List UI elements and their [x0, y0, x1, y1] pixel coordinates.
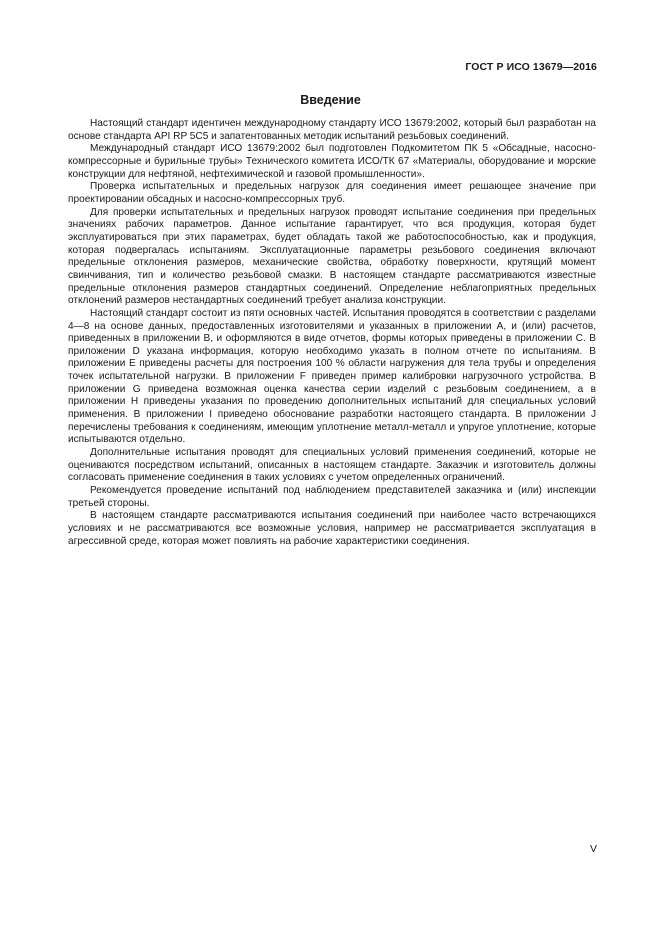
page-number: V — [589, 843, 597, 855]
introduction-body — [68, 118, 596, 548]
section-title: Введение — [300, 93, 361, 107]
paragraph-standard-structure: Настоящий стандарт состоит из пяти основных частей. Испытания проводятся в соответствии с разделами 4—8 на основе данных, предоставленных изготовителями и указанных в приложении A, и (или) расчетов, приведенных в приложении B, и оформляются в виде отчетов, формы которых приведены в приложении C. В приложении D указана информация, которую необходимо указать в полном отчете по испытаниям. В приложении E приведены расчеты для построения 100 % области нагружения для тела трубы и определения точек испытательной нагрузки. В приложении F приведен пример калибровки нагрузочного устройства. В приложении G приведена возможная оценка качества серии изделий с резьбовым соединением, а в приложении H приведены указания по проведению дополнительных испытаний для специальных условий применения. В приложении I приведено обоснование разработки настоящего стандарта. В приложении J перечислены требования к соединениям, имеющим уплотнение металл-металл и упругое уплотнение, которые испытываются отдельно. — [68, 307, 596, 446]
document-code-header: ГОСТ Р ИСО 13679—2016 — [465, 61, 597, 73]
paragraph-test-parameters: Для проверки испытательных и предельных нагрузок проводят испытание соединения при предельных значениях рабочих параметров. Данное испытание гарантирует, что вся продукция, которая будет эксплуатироваться при этих параметрах, будет обладать такой же работоспособностью, как и продукция, которая подвергалась испытаниям. Эксплуатационные параметры резьбового соединения включают предельные отклонения размеров, механические свойства, обработку поверхности, крутящий момент свинчивания, тип и количество резьбовой смазки. В настоящем стандарте рассматриваются известные предельные отклонения размеров стандартных соединений. Определение неблагоприятных предельных отклонений размеров нестандартных соединений требует анализа конструкции. — [68, 206, 596, 307]
paragraph-load-verification: Проверка испытательных и предельных нагрузок для соединения имеет решающее значение при проектировании обсадных и насосно-компрессорных труб. — [68, 181, 596, 205]
paragraph-standard-origin: Международный стандарт ИСО 13679:2002 был подготовлен Подкомитетом ПК 5 «Обсадные, насосно-компрессорные и бурильные трубы» Технического комитета ИСО/ТК 67 «Материалы, оборудование и морские конструкции для нефтяной, нефтехимической и газовой промышленности». — [68, 143, 596, 180]
paragraph-additional-tests: Дополнительные испытания проводят для специальных условий применения соединений, которые не оцениваются посредством испытаний, описанных в настоящем стандарте. Заказчик и изготовитель должны согласовать применение соединения в таких условиях с учетом определенных ограничений. — [68, 447, 596, 484]
paragraph-scope-limits: В настоящем стандарте рассматриваются испытания соединений при наиболее часто встречающихся условиях и не рассматриваются все возможные условия, например не рассматривается эксплуатация в агрессивной среде, которая может повлиять на рабочие характеристики соединения. — [68, 510, 596, 547]
paragraph-standard-identity: Настоящий стандарт идентичен международному стандарту ИСО 13679:2002, который был разработан на основе стандарта API RP 5C5 и запатентованных методик испытаний резьбовых соединений. — [68, 118, 596, 142]
paragraph-supervision: Рекомендуется проведение испытаний под наблюдением представителей заказчика и (или) инспекции третьей стороны. — [68, 485, 596, 509]
